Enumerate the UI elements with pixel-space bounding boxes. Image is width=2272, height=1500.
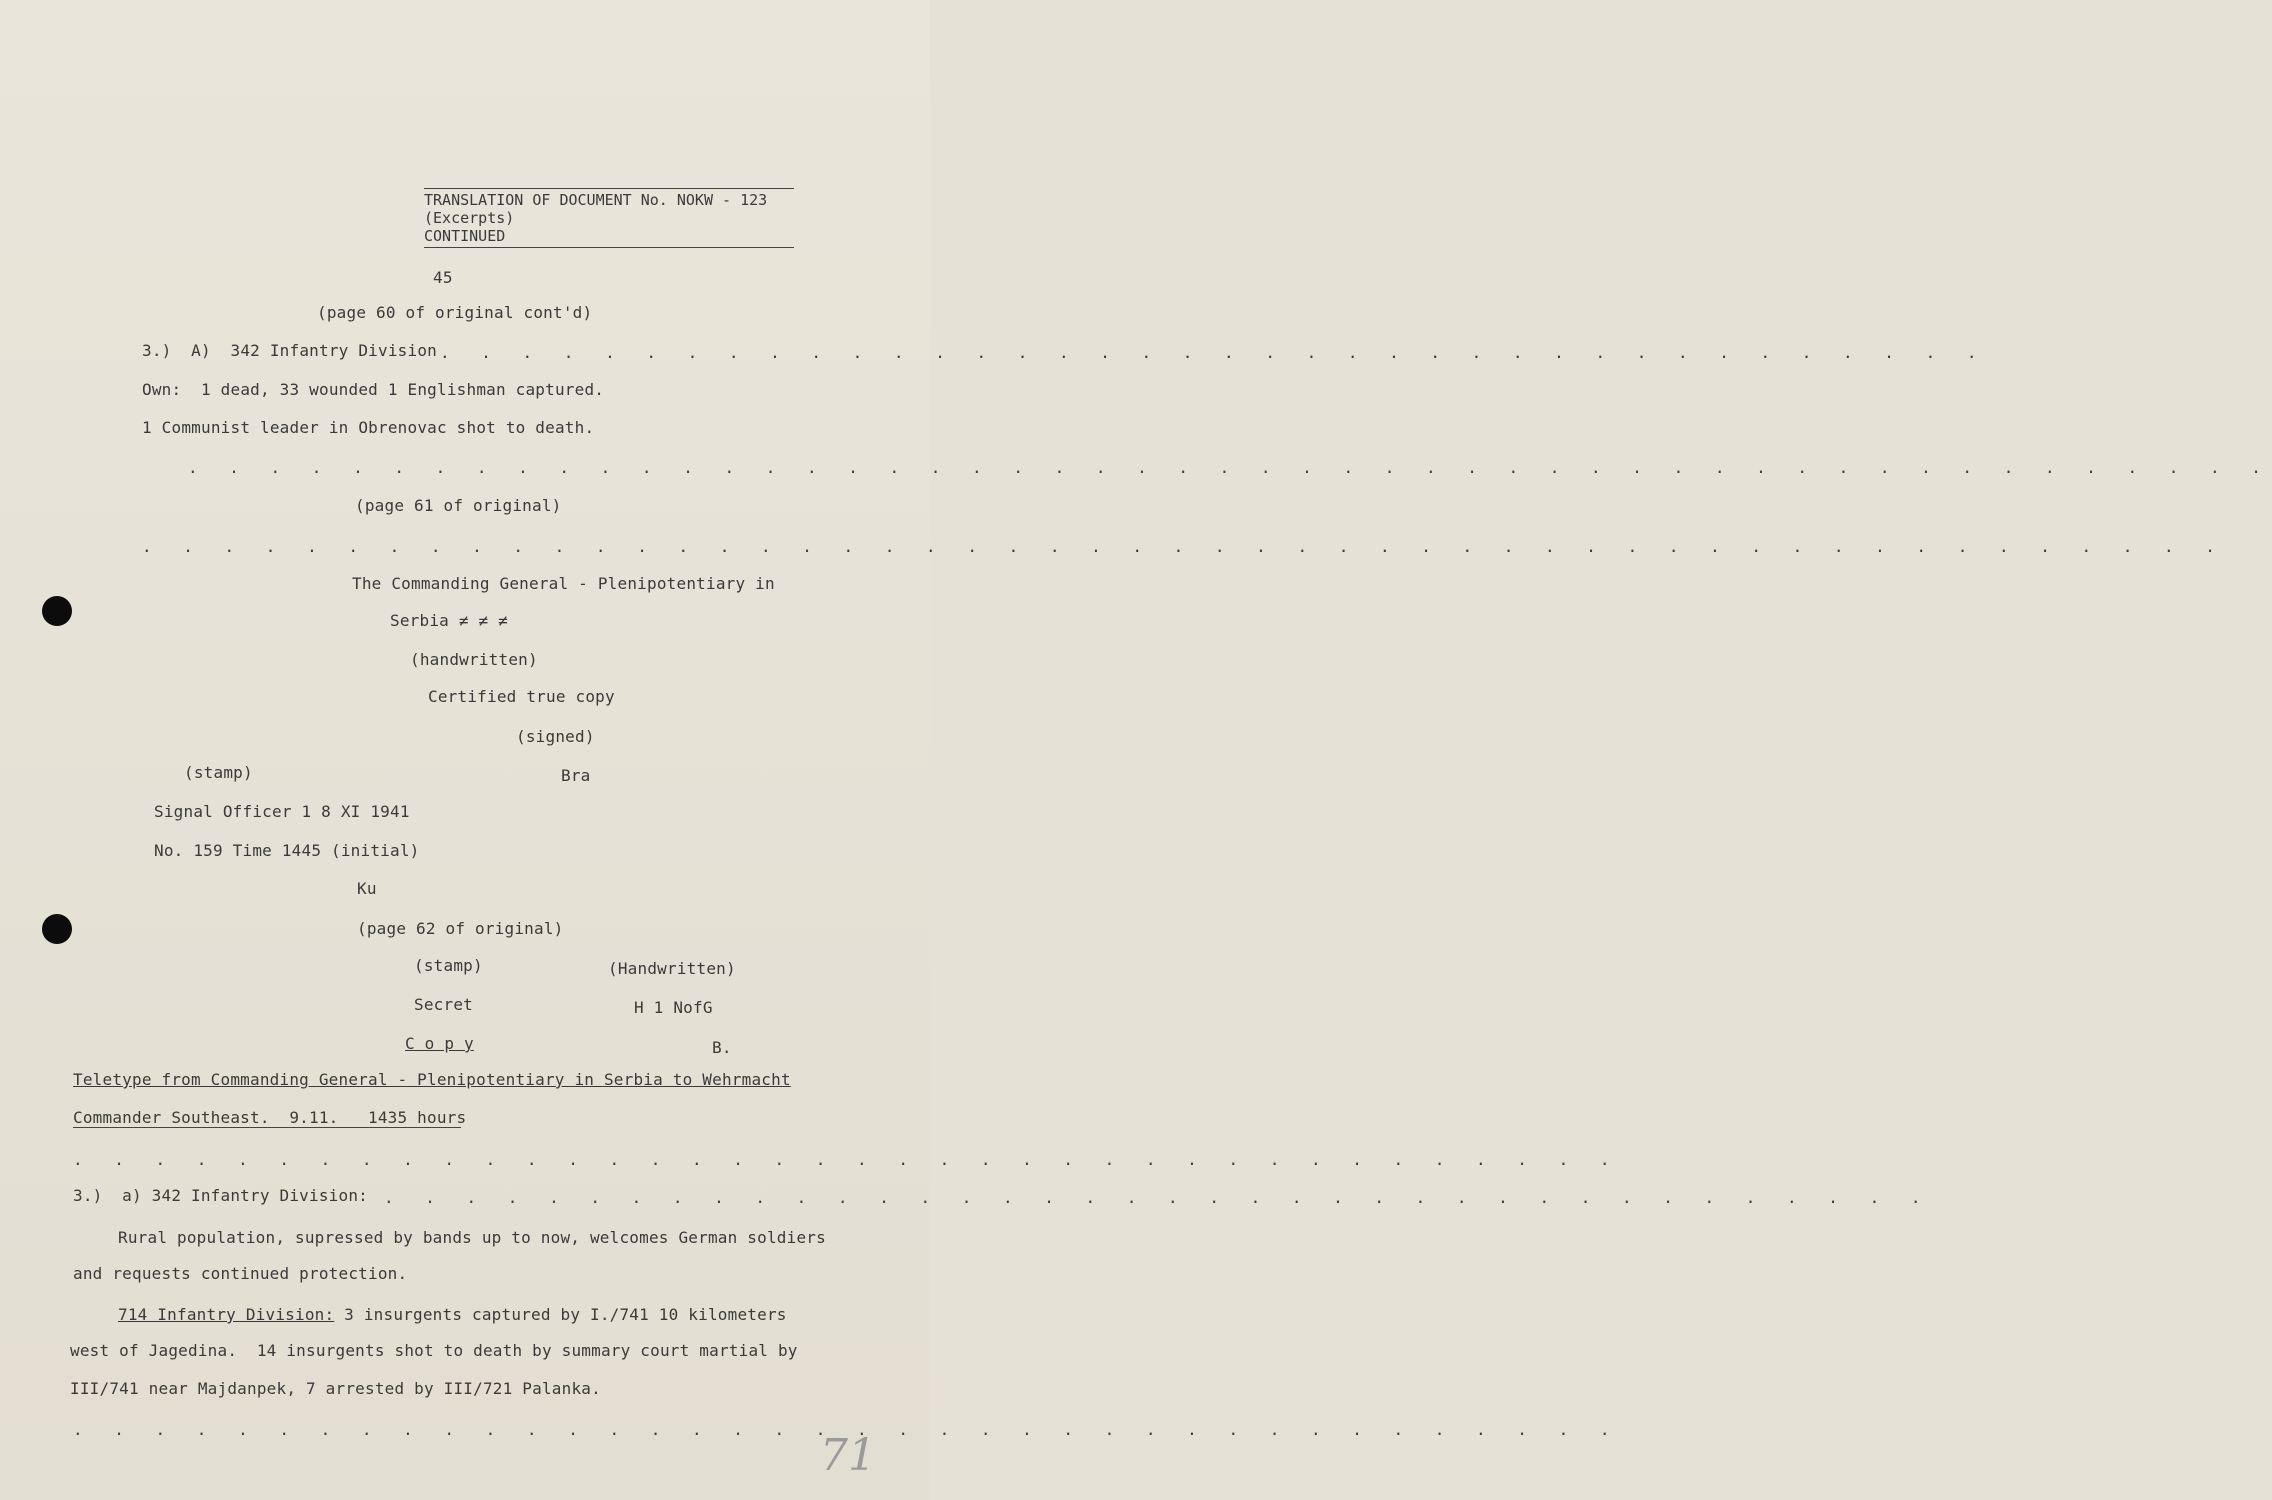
page61-note: (page 61 of original) — [355, 496, 562, 515]
secret-mark: Secret — [414, 995, 473, 1014]
item-3a-second-dots: . . . . . . . . . . . . . . . . . . . . . . . . . . . . . . . . . . . . . . — [384, 1188, 1932, 1207]
copy-heading: C o p y — [405, 1034, 474, 1053]
div714-line1 — [118, 1305, 787, 1325]
certified-true-copy: Certified true copy — [428, 687, 615, 706]
page62-handwritten: (Handwritten) — [608, 959, 736, 978]
stamp-note: (stamp) — [184, 763, 253, 782]
signal-officer-line: Signal Officer 1 8 XI 1941 — [154, 802, 410, 821]
ellipsis-row-3: . . . . . . . . . . . . . . . . . . . . . . . . . . . . . . . . . . . . . . — [73, 1150, 1621, 1169]
page62-stamp: (stamp) — [414, 956, 483, 975]
own-casualties: Own: 1 dead, 33 wounded 1 Englishman captured. — [142, 380, 605, 399]
header-title: TRANSLATION OF DOCUMENT No. NOKW - 123 — [424, 191, 768, 209]
serbia-line: Serbia ≠ ≠ ≠ — [390, 611, 508, 630]
page60-note: (page 60 of original cont'd) — [317, 303, 593, 322]
teletype-heading-underline — [73, 1127, 461, 1128]
ellipsis-row-1: . . . . . . . . . . . . . . . . . . . . . . . . . . . . . . . . . . . . . . . . . . . . . . . . . . . — [188, 458, 2272, 477]
div714-line2: west of Jagedina. 14 insurgents shot to death by summary court martial by — [70, 1341, 798, 1360]
commanding-general-line: The Commanding General - Plenipotentiary in — [352, 574, 775, 593]
div714-title: 714 Infantry Division: — [118, 1305, 335, 1324]
handwritten-note: (handwritten) — [410, 650, 538, 669]
h1-nofg-mark: H 1 NofG — [634, 998, 713, 1017]
document-header — [424, 188, 794, 248]
teletype-heading-line1: Teletype from Commanding General - Plenipotentiary in Serbia to Wehrmacht — [73, 1070, 791, 1089]
page62-note: (page 62 of original) — [357, 919, 564, 938]
signed-note: (signed) — [516, 727, 595, 746]
rural-population-line2: and requests continued protection. — [73, 1264, 408, 1283]
div714-line3: III/741 near Majdanpek, 7 arrested by III/721 Palanka. — [70, 1379, 601, 1398]
handwritten-page-mark: 71 — [820, 1430, 876, 1481]
item-3a-second-label: 3.) a) 342 Infantry Division: — [73, 1186, 368, 1205]
communist-leader: 1 Communist leader in Obrenovac shot to death. — [142, 418, 595, 437]
header-excerpts: (Excerpts) — [424, 209, 515, 227]
item-3a-leader-dots: . . . . . . . . . . . . . . . . . . . . . . . . . . . . . . . . . . . . . . — [440, 343, 1988, 362]
ellipsis-row-4: . . . . . . . . . . . . . . . . . . . . . . . . . . . . . . . . . . . . . . — [73, 1420, 1621, 1439]
ku-initial: Ku — [357, 879, 377, 898]
header-continued: CONTINUED — [424, 227, 506, 245]
punch-hole-bottom — [42, 914, 72, 944]
punch-hole-top — [42, 596, 72, 626]
no-time-line: No. 159 Time 1445 (initial) — [154, 841, 420, 860]
div714-text1: 3 insurgents captured by I./741 10 kilometers — [334, 1305, 787, 1324]
ellipsis-row-2: . . . . . . . . . . . . . . . . . . . . . . . . . . . . . . . . . . . . . . . . . . . . . . . . . . . — [142, 537, 2226, 556]
bra-signature: Bra — [561, 766, 591, 785]
teletype-heading-line2: Commander Southeast. 9.11. 1435 hours — [73, 1108, 467, 1127]
b-mark: B. — [712, 1038, 732, 1057]
page-number: 45 — [433, 268, 453, 287]
rural-population-line1: Rural population, supressed by bands up to now, welcomes German soldiers — [118, 1228, 826, 1247]
item-3a-label: 3.) A) 342 Infantry Division — [142, 341, 437, 360]
